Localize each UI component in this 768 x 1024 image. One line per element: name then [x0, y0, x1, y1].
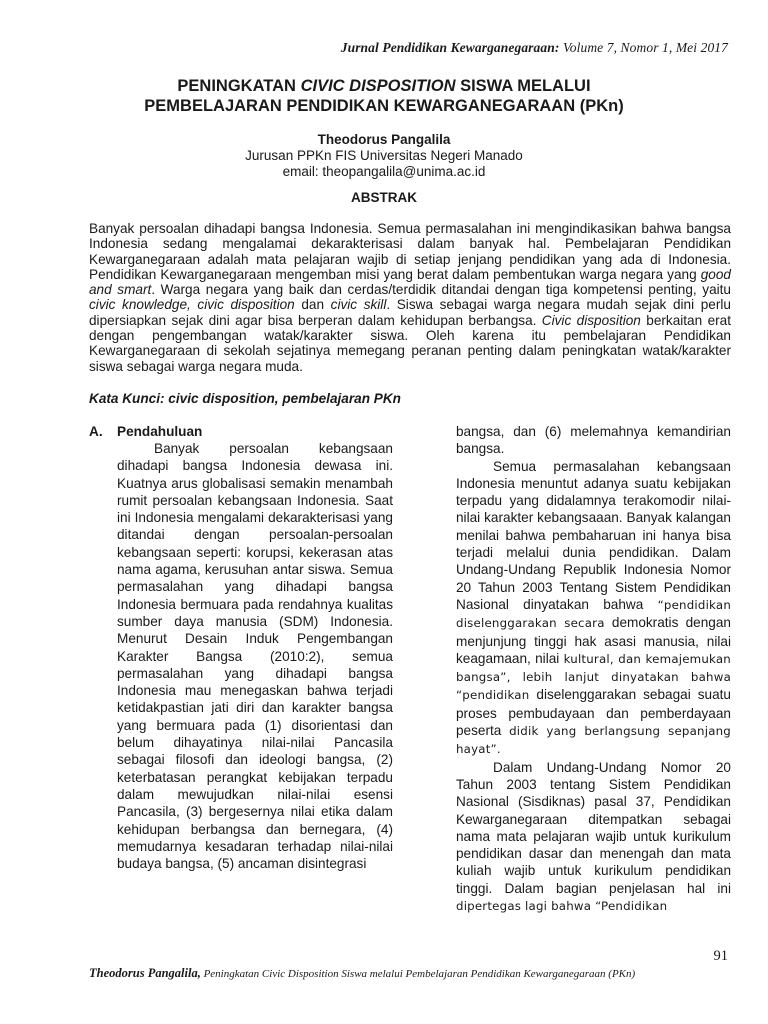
right-paragraph-2-quote-1: “pendidikan diselenggarakan secara [456, 597, 731, 631]
paper-title [0, 76, 768, 116]
section-number: A. [89, 424, 103, 439]
abstract-text-4: . Siswa sebagai warga negara mudah sejak dini perlu dipersiapkan sejak dini agar bisa berperan dalam kehidupan berbangsa. [89, 297, 731, 328]
abstract-text [89, 221, 731, 374]
right-paragraph-2-text-a: Semua permasalahan kebangsaan Indonesia menuntut adanya suatu kebijakan terpadu yang didalamnya terakomodir nilai-nilai karakter kebangsaaan. Banyak kalangan menilai bahwa pembaharuan ini hanya bisa terjadi melalui dunia pendidikan. Dalam Undang-Undang Republik Indonesia Nomor 20 Tahun 2003 Tentang Sistem Pendidikan Nasional dinyatakan bahwa [456, 458, 731, 612]
author-name: Theodorus Pangalila [317, 132, 451, 147]
running-head [341, 40, 728, 56]
abstract-italic-3: civic skill [330, 297, 387, 313]
abstract-italic-2: civic knowledge, civic disposition [89, 297, 295, 313]
author-email: email: theopangalila@unima.ac.id [282, 164, 486, 179]
title-line-2: PEMBELAJARAN PENDIDIKAN KEWARGANEGARAAN (PKn) [144, 97, 624, 115]
left-column [117, 440, 393, 872]
page-number: 91 [713, 948, 728, 964]
right-paragraph-2-quote-3: didik yang berlangsung sepanjang hayat”. [456, 724, 731, 757]
author-block [0, 132, 768, 180]
footer [89, 966, 635, 981]
author-affiliation: Jurusan PPKn FIS Universitas Negeri Manado [245, 148, 523, 163]
keywords: Kata Kunci: civic disposition, pembelajaran PKn [89, 391, 401, 406]
title-line-1 [0, 76, 768, 96]
title-line-1-pre: PENINGKATAN [177, 77, 301, 95]
footer-title: Peningkatan Civic Disposition Siswa melalui Pembelajaran Pendidikan Kewarganegaraan (PKn) [200, 968, 636, 980]
right-paragraph-2 [456, 458, 731, 759]
section-title: Pendahuluan [117, 424, 203, 439]
journal-name: Jurnal Pendidikan Kewarganegaraan: [340, 40, 560, 55]
right-column [456, 423, 731, 915]
abstract-italic-1: good and smart [89, 266, 731, 298]
title-line-1-italic: CIVIC DISPOSITION [300, 77, 456, 95]
left-paragraph-1: Banyak persoalan kebangsaan dihadapi bangsa Indonesia dewasa ini. Kuatnya arus globalisasi semakin menambah rumit persoalan kebangsaan Indonesia. Saat ini Indonesia mengalami dekarakterisasi yang ditandai dengan persoalan-persoalan kebangsaan seperti: korupsi, kekerasan atas nama agama, kerusuhan antar siswa. Semua permasalahan yang dihadapi bangsa Indonesia bermuara pada rendahnya kualitas sumber daya manusia (SDM) Indonesia. Menurut Desain Induk Pengembangan Karakter Bangsa (2010:2), semua permasalahan yang dihadapi bangsa Indonesia mau menegaskan bahwa terjadi ketidakpastian jati diri dan karakter bangsa yang bermuara pada (1) disorientasi dan belum dihayatinya nilai-nilai Pancasila sebagai filosofi dan ideologi bangsa, (2) keterbatasan perangkat kebijakan terpadu dalam mewujudkan nilai-nilai esensi Pancasila, (3) bergesernya nilai etika dalam kehidupan berbangsa dan bernegara, (4) memudarnya kesadaran terhadap nilai-nilai budaya bangsa, (5) ancaman disintegrasi [117, 441, 393, 872]
right-paragraph-3-quote: dipertegas lagi bahwa “Pendidikan [456, 899, 668, 914]
abstract-heading: ABSTRAK [351, 190, 417, 205]
right-paragraph-3 [456, 759, 731, 916]
right-paragraph-2-quote-2: kultural, dan kemajemukan bangsa”, lebih lanjut dinyatakan bahwa “pendidikan [456, 651, 731, 703]
title-line-1-post: SISWA MELALUI [455, 77, 591, 95]
section-heading [89, 424, 202, 439]
right-paragraph-3-text: Dalam Undang-Undang Nomor 20 Tahun 2003 tentang Sistem Pendidikan Nasional (Sisdiknas) pasal 37, Pendidikan Kewarganegaraan ditempatkan sebagai nama mata pelajaran wajib untuk kurikulum pendidikan dasar dan menengah dan mata kuliah wajib untuk kurikulum pendidikan tinggi. Dalam bagian penjelasan hal ini [456, 759, 731, 896]
right-paragraph-2-text-b: demokratis dengan menjunjung tinggi hak asasi manusia, nilai keagamaan, nilai [456, 615, 731, 666]
abstract-text-1: Banyak persoalan dihadapi bangsa Indonesia. Semua permasalahan ini mengindikasikan bahwa bangsa Indonesia sedang mengalamai dekarakterisasi dalam banyak hal. Pembelajaran Pendidikan Kewarganegaraan adalah mata pelajaran wajib di setiap jenjang pendidikan yang ada di Indonesia. Pendidikan Kewarganegaraan mengemban misi yang berat dalam pembentukan warga negara yang [89, 221, 731, 282]
abstract-italic-4: Civic disposition [541, 312, 641, 328]
abstract-text-5: berkaitan erat dengan pengembangan watak/karakter siswa. Oleh karena itu pembelajaran Pendidikan Kewarganegaraan di sekolah sejatinya memegang peranan penting dalam peningkatan watak/karakter siswa sebagai warga negara muda. [89, 312, 731, 374]
right-paragraph-continuation: bangsa, dan (6) melemahnya kemandirian bangsa. [456, 424, 731, 457]
abstract-paragraph [89, 221, 731, 374]
abstract-text-3: dan [294, 297, 331, 313]
footer-author: Theodorus Pangalila, [89, 966, 201, 980]
abstract-text-2: . Warga negara yang baik dan cerdas/terdidik ditandai dengan tiga kompetensi penting, yaitu [151, 282, 731, 298]
right-paragraph-2-text-c: diselenggarakan sebagai suatu proses pembudayaan dan pemberdayaan peserta [456, 687, 731, 739]
journal-issue: Volume 7, Nomor 1, Mei 2017 [562, 40, 728, 55]
